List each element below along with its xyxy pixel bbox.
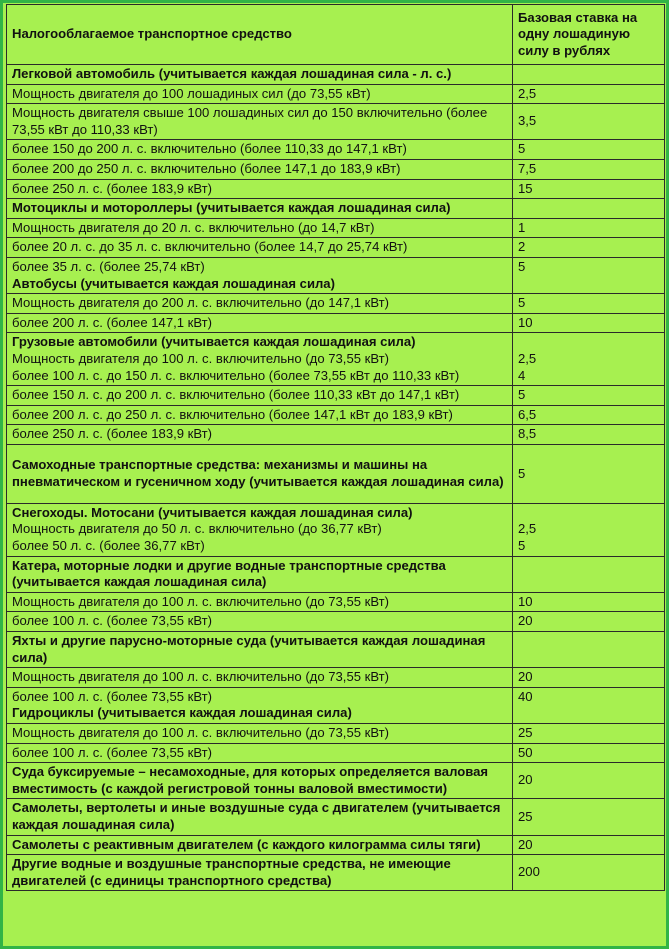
table-row [7,405,665,425]
label-line: Мощность двигателя до 50 л. с. включительно (до 36,77 кВт) [12,521,382,537]
category-label: Самолеты с реактивным двигателем (с каждого килограмма силы тяги) [7,835,513,855]
rate-value: 5 [513,257,665,293]
table-row [7,333,665,386]
header-vehicle: Налогооблагаемое транспортное средство [7,5,513,65]
label-line: более 100 л. с. (более 73,55 кВт) [12,688,213,704]
rate-value: 15 [513,179,665,199]
row-label [7,333,513,386]
row-label: Мощность двигателя до 100 л. с. включительно (до 73,55 кВт) [7,724,513,744]
table-row [7,159,665,179]
rate-value: 20 [513,835,665,855]
rate-value: 5 [513,294,665,314]
rate-value: 50 [513,743,665,763]
rate-value: 3,5 [513,104,665,140]
category-label: Другие водные и воздушные транспортные средства, не имеющие двигателей (с единицы транспортного средства) [7,855,513,891]
label-line: Снегоходы. Мотосани (учитывается каждая лошадиная сила) [12,504,413,520]
rate-value: 10 [513,592,665,612]
rate-value [513,65,665,85]
rate-value [513,632,665,668]
label-line: Мощность двигателя до 100 л. с. включительно (до 73,55 кВт) [12,350,390,366]
rate-value: 2 [513,238,665,258]
row-label: Мощность двигателя до 200 л. с. включительно (до 147,1 кВт) [7,294,513,314]
row-label: более 250 л. с. (более 183,9 кВт) [7,179,513,199]
row-label: более 150 до 200 л. с. включительно (более 110,33 до 147,1 кВт) [7,140,513,160]
label-line: более 50 л. с. (более 36,77 кВт) [12,538,205,554]
rate-value: 7,5 [513,159,665,179]
header-rate: Базовая ставка на одну лошадиную силу в рублях [513,5,665,65]
row-label [7,687,513,723]
table-row [7,556,665,592]
rate-value: 1 [513,218,665,238]
category-label: Легковой автомобиль (учитывается каждая лошадиная сила - л. с.) [7,65,513,85]
row-label [7,503,513,556]
rate-value: 25 [513,799,665,835]
row-label: Мощность двигателя до 100 л. с. включительно (до 73,55 кВт) [7,668,513,688]
category-label: Катера, моторные лодки и другие водные транспортные средства (учитывается каждая лошадиная сила) [7,556,513,592]
row-label: более 100 л. с. (более 73,55 кВт) [7,612,513,632]
table-row [7,444,665,503]
rate-value: 20 [513,668,665,688]
rate-value: 20 [513,763,665,799]
row-label: более 150 л. с. до 200 л. с. включительно (более 110,33 кВт до 147,1 кВт) [7,386,513,406]
category-label: Самоходные транспортные средства: механизмы и машины на пневматическом и гусеничном ходу (учитывается каждая лошадиная сила) [7,444,513,503]
table-row [7,668,665,688]
row-label [7,257,513,293]
table-row [7,140,665,160]
rate-value [513,556,665,592]
table-row [7,425,665,445]
rate-value: 2,5 [513,84,665,104]
table-row [7,503,665,556]
row-label: более 200 л. с. (более 147,1 кВт) [7,313,513,333]
rate-value: 2,5 5 [513,503,665,556]
table-row [7,218,665,238]
rate-value: 200 [513,855,665,891]
label-line: более 100 л. с. до 150 л. с. включительно (более 73,55 кВт до 110,33 кВт) [12,367,460,383]
table-row [7,592,665,612]
category-label: Мотоциклы и мотороллеры (учитывается каждая лошадиная сила) [7,199,513,219]
table-row [7,104,665,140]
row-label: Мощность двигателя свыше 100 лошадиных сил до 150 включительно (более 73,55 кВт до 110,33 кВт) [7,104,513,140]
rate-value: 10 [513,313,665,333]
table-row [7,799,665,835]
category-label: Самолеты, вертолеты и иные воздушные суда с двигателем (учитывается каждая лошадиная сила) [7,799,513,835]
table-row [7,65,665,85]
row-label: более 20 л. с. до 35 л. с. включительно (более 14,7 до 25,74 кВт) [7,238,513,258]
row-label: более 200 до 250 л. с. включительно (более 147,1 до 183,9 кВт) [7,159,513,179]
table-row [7,238,665,258]
rate-value: 5 [513,140,665,160]
row-label: более 250 л. с. (более 183,9 кВт) [7,425,513,445]
table-row [7,763,665,799]
rate-value: 6,5 [513,405,665,425]
table-row [7,632,665,668]
category-label: Яхты и другие парусно-моторные суда (учитывается каждая лошадиная сила) [7,632,513,668]
rate-value: 25 [513,724,665,744]
table-row [7,612,665,632]
row-label: более 200 л. с. до 250 л. с. включительно (более 147,1 кВт до 183,9 кВт) [7,405,513,425]
table-row [7,386,665,406]
table-row [7,687,665,723]
table-row [7,724,665,744]
table-row [7,855,665,891]
row-label: более 100 л. с. (более 73,55 кВт) [7,743,513,763]
table-row [7,257,665,293]
table-header-row [7,5,665,65]
category-label: Суда буксируемые – несамоходные, для которых определяется валовая вместимость (с каждой регистровой тонны валовой вместимости) [7,763,513,799]
rate-value: 5 [513,386,665,406]
rate-value: 2,5 4 [513,333,665,386]
table-row [7,179,665,199]
rate-value: 8,5 [513,425,665,445]
table-row [7,199,665,219]
tax-rate-table [6,4,665,891]
rate-value: 20 [513,612,665,632]
row-label: Мощность двигателя до 20 л. с. включительно (до 14,7 кВт) [7,218,513,238]
row-label: Мощность двигателя до 100 лошадиных сил (до 73,55 кВт) [7,84,513,104]
label-line: более 35 л. с. (более 25,74 кВт) [12,258,205,274]
table-row [7,84,665,104]
table-row [7,835,665,855]
table-row [7,743,665,763]
table-row [7,294,665,314]
label-line: Гидроциклы (учитывается каждая лошадиная сила) [12,705,352,721]
label-line: Автобусы (учитывается каждая лошадиная сила) [12,275,335,291]
rate-value: 40 [513,687,665,723]
rate-value [513,199,665,219]
label-line: Грузовые автомобили (учитывается каждая лошадиная сила) [12,334,416,350]
table-row [7,313,665,333]
row-label: Мощность двигателя до 100 л. с. включительно (до 73,55 кВт) [7,592,513,612]
rate-value: 5 [513,444,665,503]
